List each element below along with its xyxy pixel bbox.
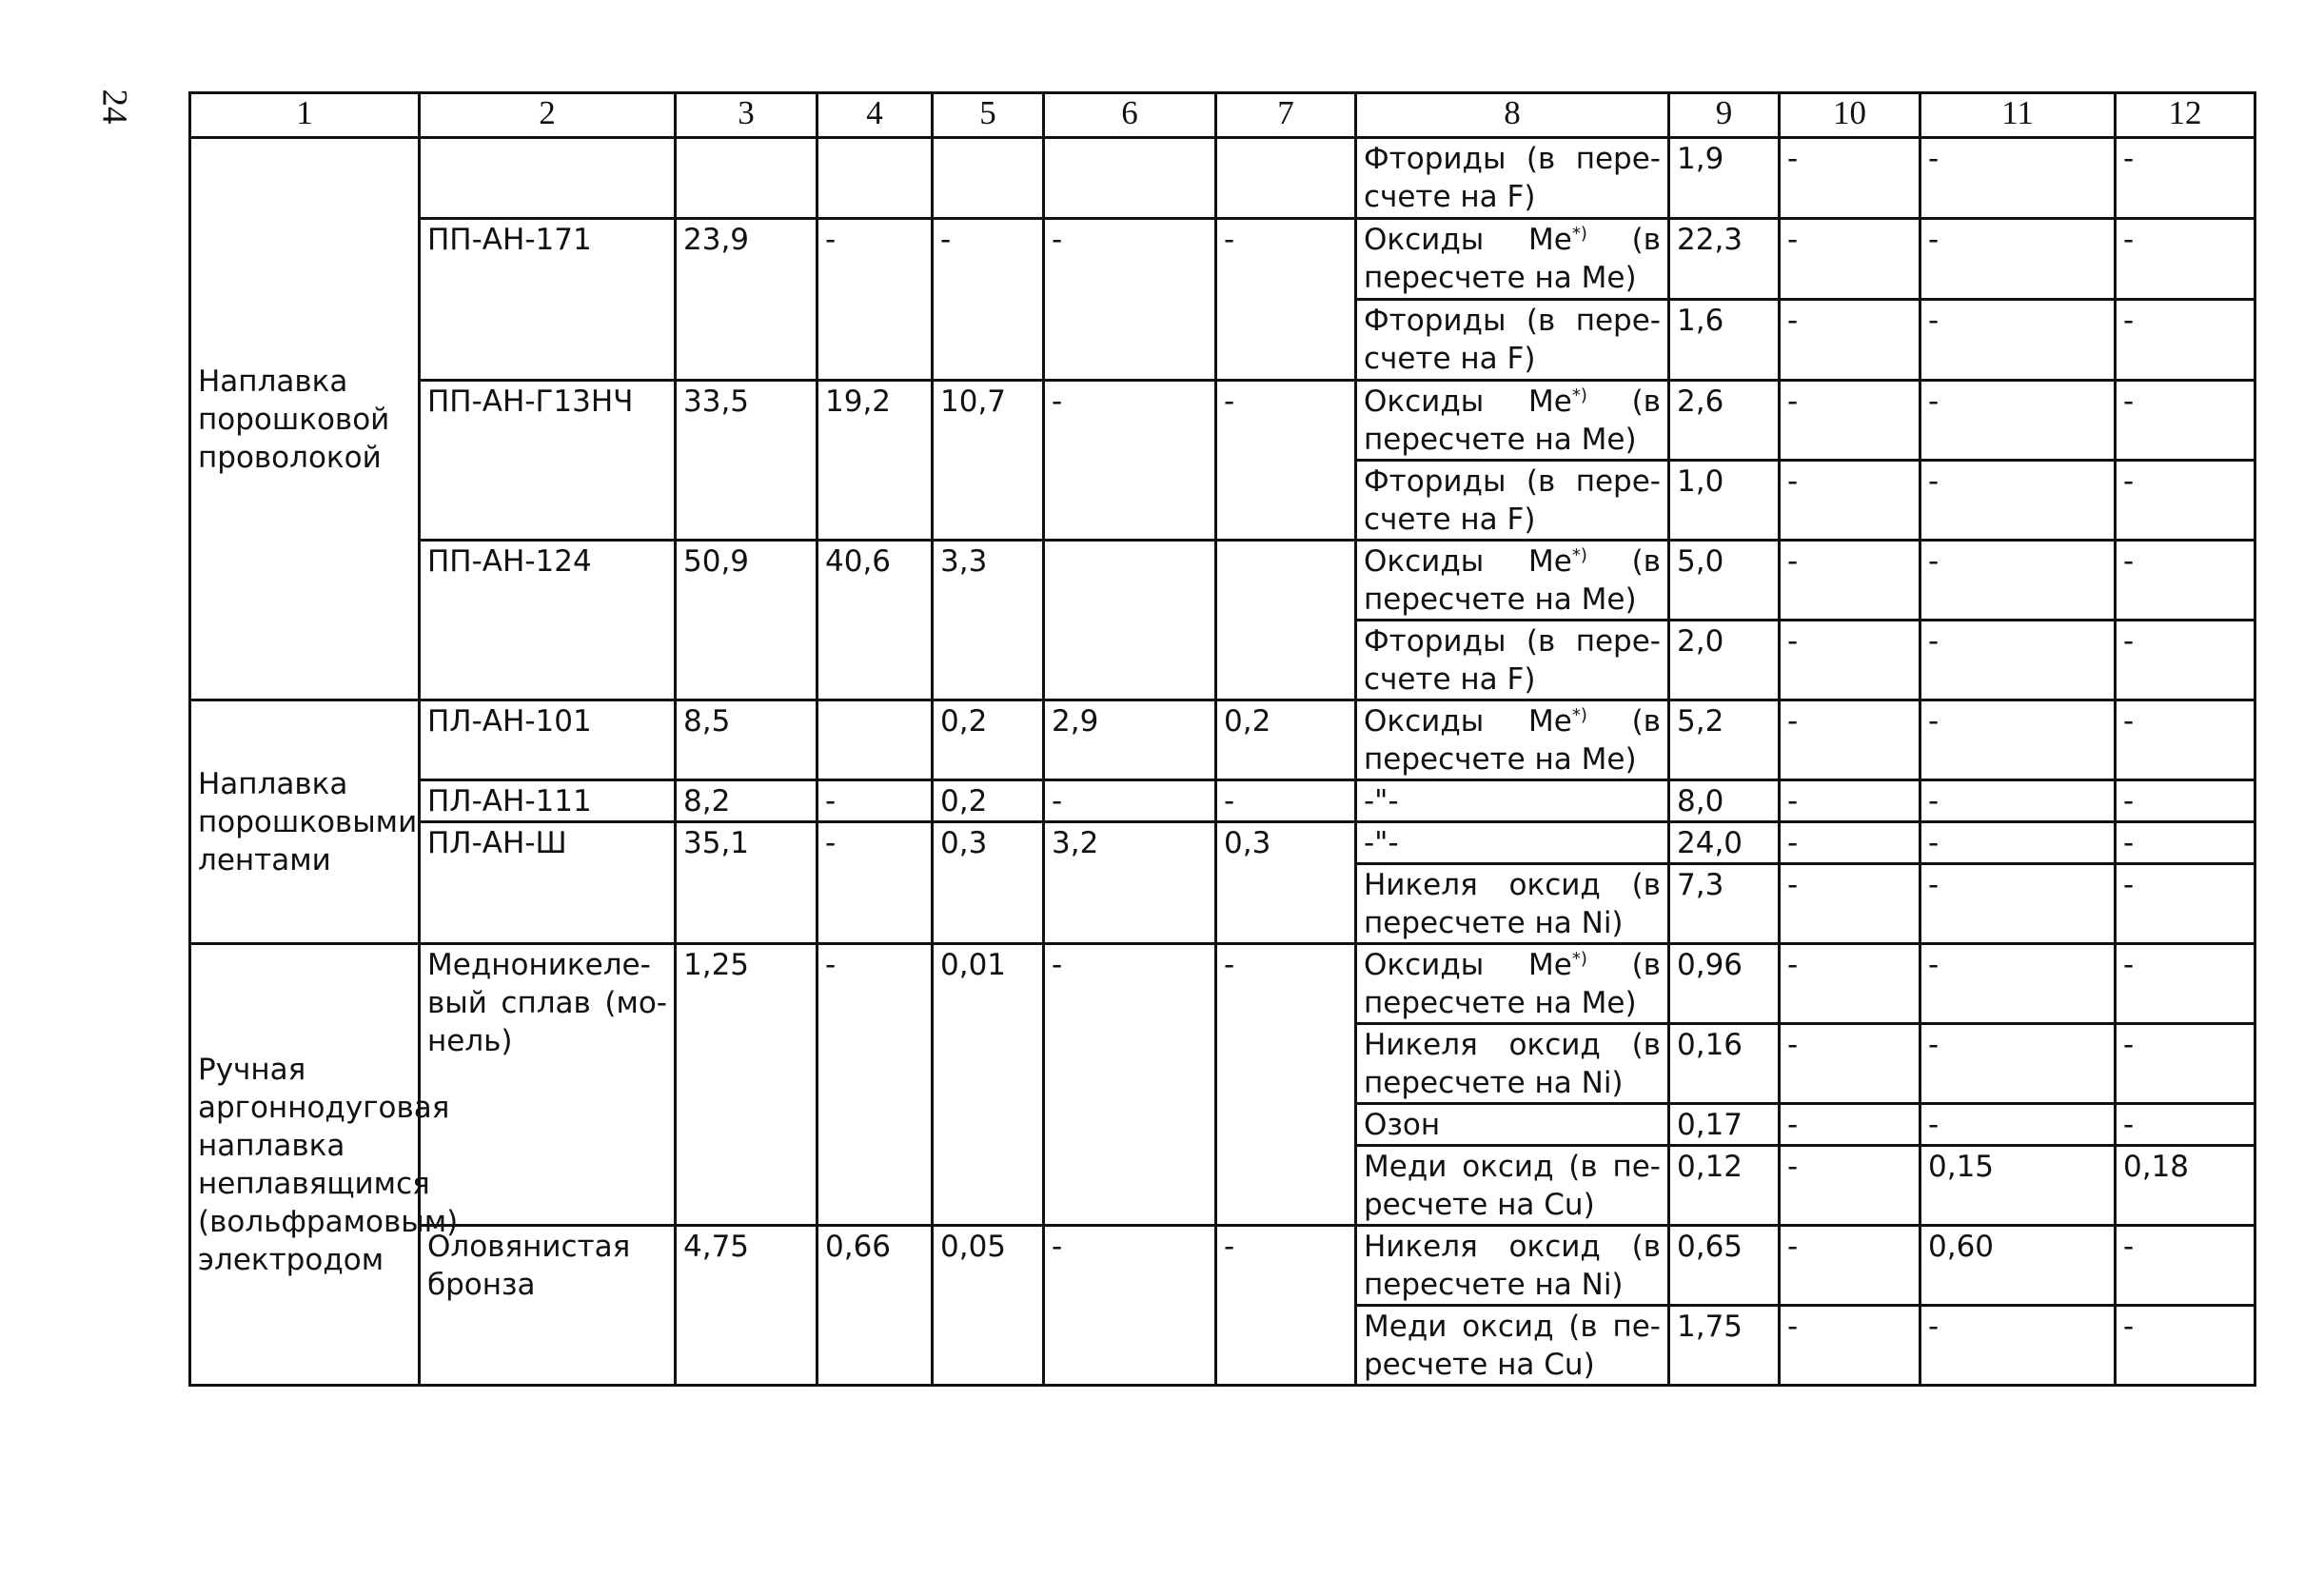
value-cell: -	[1920, 219, 2116, 300]
value-cell: 2,9	[1044, 700, 1216, 780]
value-cell: -	[1920, 138, 2116, 219]
value-cell: 3,3	[933, 541, 1044, 700]
value-cell: 4,75	[676, 1226, 817, 1386]
footnote-mark: *)	[1571, 705, 1587, 725]
value-cell: -	[1780, 541, 1920, 621]
value-cell: 0,60	[1920, 1226, 2116, 1306]
substance-cell: Фториды (в пере-счете на F)	[1356, 621, 1669, 700]
table-row	[190, 541, 2255, 621]
value-cell: -	[2116, 700, 2255, 780]
value-cell: -	[1216, 944, 1356, 1226]
value-cell: 0,2	[933, 700, 1044, 780]
value-cell: 33,5	[676, 381, 817, 541]
value-cell: -	[2116, 1226, 2255, 1306]
value-cell	[676, 138, 817, 219]
value-cell: -	[1216, 219, 1356, 381]
value-cell	[817, 700, 933, 780]
substance-text: Оксиды Ме	[1364, 544, 1572, 579]
material-cell: ПЛ-АН-111	[420, 780, 676, 822]
value-cell: 0,3	[933, 822, 1044, 944]
value-cell: 2,0	[1669, 621, 1780, 700]
footnote-mark: *)	[1571, 224, 1587, 244]
value-cell: 23,9	[676, 219, 817, 381]
value-cell	[1044, 541, 1216, 700]
value-cell: -	[2116, 1024, 2255, 1104]
value-cell: -	[1780, 864, 1920, 944]
column-header: 1	[190, 93, 420, 138]
value-cell: -	[2116, 541, 2255, 621]
value-cell: -	[1920, 944, 2116, 1024]
substance-cell: Озон	[1356, 1104, 1669, 1146]
value-cell: -	[1780, 1306, 1920, 1386]
value-cell: -	[1780, 381, 1920, 461]
material-cell	[420, 138, 676, 219]
column-header: 2	[420, 93, 676, 138]
value-cell: -	[2116, 621, 2255, 700]
process-group-cell: Ручная аргоннодуговая наплавка неплавящимся (вольфрамовым) электродом	[190, 944, 420, 1386]
value-cell: 1,75	[1669, 1306, 1780, 1386]
value-cell: -	[817, 822, 933, 944]
table-row	[190, 944, 2255, 1024]
substance-cell	[1356, 944, 1669, 1024]
value-cell: -	[1780, 1104, 1920, 1146]
value-cell: 0,15	[1920, 1146, 2116, 1226]
substance-text: (в пересчете на Ме)	[1364, 223, 1661, 295]
value-cell: -	[2116, 461, 2255, 541]
material-cell: Медноникеле-вый сплав (мо-нель)	[420, 944, 676, 1226]
substance-text: Оксиды Ме	[1364, 384, 1572, 419]
value-cell: -	[2116, 822, 2255, 864]
table-row	[190, 700, 2255, 780]
material-cell: ПЛ-АН-Ш	[420, 822, 676, 944]
material-cell: ПП-АН-Г13НЧ	[420, 381, 676, 541]
value-cell: -	[1920, 780, 2116, 822]
value-cell: -	[1216, 1226, 1356, 1386]
column-header: 12	[2116, 93, 2255, 138]
substance-cell	[1356, 381, 1669, 461]
value-cell: -	[1044, 381, 1216, 541]
column-header: 11	[1920, 93, 2116, 138]
substance-text: Оксиды Ме	[1364, 704, 1572, 739]
substance-text: (в пересчете на Ме)	[1364, 704, 1661, 777]
value-cell: -	[2116, 864, 2255, 944]
value-cell: -	[1920, 1024, 2116, 1104]
column-header: 4	[817, 93, 933, 138]
value-cell	[933, 138, 1044, 219]
value-cell: -	[1920, 461, 2116, 541]
substance-text: (в пересчете на Ме)	[1364, 948, 1661, 1020]
footnote-mark: *)	[1571, 385, 1587, 405]
value-cell: -	[1920, 1306, 2116, 1386]
value-cell: -	[1780, 944, 1920, 1024]
substance-cell: Фториды (в пере-счете на F)	[1356, 138, 1669, 219]
value-cell: 0,16	[1669, 1024, 1780, 1104]
column-header: 8	[1356, 93, 1669, 138]
column-header: 10	[1780, 93, 1920, 138]
value-cell: -	[1920, 300, 2116, 381]
value-cell: 0,66	[817, 1226, 933, 1386]
value-cell: -	[1780, 1226, 1920, 1306]
footnote-mark: *)	[1571, 949, 1587, 969]
table-row	[190, 780, 2255, 822]
emissions-table	[188, 91, 2256, 1387]
column-header: 5	[933, 93, 1044, 138]
value-cell: -	[1920, 621, 2116, 700]
substance-text: (в пересчете на Ме)	[1364, 384, 1661, 457]
value-cell: 1,25	[676, 944, 817, 1226]
value-cell: -	[1920, 381, 2116, 461]
material-cell: ПП-АН-171	[420, 219, 676, 381]
value-cell: 0,12	[1669, 1146, 1780, 1226]
value-cell: -	[1920, 541, 2116, 621]
value-cell: 1,0	[1669, 461, 1780, 541]
column-header: 6	[1044, 93, 1216, 138]
substance-cell	[1356, 541, 1669, 621]
value-cell: -	[2116, 219, 2255, 300]
substance-cell: Фториды (в пере-счете на F)	[1356, 300, 1669, 381]
value-cell: -	[1780, 1146, 1920, 1226]
value-cell: 8,0	[1669, 780, 1780, 822]
table-row	[190, 219, 2255, 300]
substance-cell: Никеля оксид (в пересчете на Ni)	[1356, 1226, 1669, 1306]
value-cell: -	[1044, 780, 1216, 822]
value-cell: 35,1	[676, 822, 817, 944]
value-cell: -	[1780, 621, 1920, 700]
substance-cell: Меди оксид (в пе-ресчете на Cu)	[1356, 1146, 1669, 1226]
value-cell: -	[1216, 381, 1356, 541]
value-cell: 0,17	[1669, 1104, 1780, 1146]
substance-cell: Никеля оксид (в пересчете на Ni)	[1356, 864, 1669, 944]
value-cell: -	[1780, 138, 1920, 219]
value-cell: -	[1920, 864, 2116, 944]
table-row	[190, 381, 2255, 461]
value-cell: 1,9	[1669, 138, 1780, 219]
value-cell: 0,96	[1669, 944, 1780, 1024]
substance-text: Оксиды Ме	[1364, 948, 1572, 982]
value-cell	[1216, 138, 1356, 219]
value-cell: -	[1216, 780, 1356, 822]
substance-text: (в пересчете на Ме)	[1364, 544, 1661, 617]
value-cell: -	[817, 944, 933, 1226]
header-row	[190, 93, 2255, 138]
value-cell: -	[2116, 138, 2255, 219]
value-cell: -	[1780, 1024, 1920, 1104]
value-cell: -	[1920, 700, 2116, 780]
value-cell: -	[1780, 700, 1920, 780]
value-cell: 2,6	[1669, 381, 1780, 461]
value-cell: 0,2	[1216, 700, 1356, 780]
value-cell: -	[2116, 1306, 2255, 1386]
substance-text: Оксиды Ме	[1364, 223, 1572, 257]
value-cell: -	[1780, 780, 1920, 822]
value-cell: 40,6	[817, 541, 933, 700]
process-group-cell: Наплавка порошковыми лентами	[190, 700, 420, 944]
value-cell: -	[2116, 381, 2255, 461]
value-cell: 0,01	[933, 944, 1044, 1226]
value-cell: -	[2116, 780, 2255, 822]
value-cell: 0,65	[1669, 1226, 1780, 1306]
table-row	[190, 1226, 2255, 1306]
material-cell: ПЛ-АН-101	[420, 700, 676, 780]
value-cell	[1216, 541, 1356, 700]
footnote-mark: *)	[1571, 545, 1587, 565]
value-cell: -	[1920, 1104, 2116, 1146]
value-cell: -	[1044, 219, 1216, 381]
value-cell: 7,3	[1669, 864, 1780, 944]
value-cell: 0,2	[933, 780, 1044, 822]
value-cell: -	[2116, 944, 2255, 1024]
value-cell: -	[1780, 822, 1920, 864]
value-cell: -	[1920, 822, 2116, 864]
value-cell: -	[817, 219, 933, 381]
value-cell: 10,7	[933, 381, 1044, 541]
value-cell: -	[2116, 300, 2255, 381]
value-cell: -	[1780, 219, 1920, 300]
substance-cell	[1356, 700, 1669, 780]
substance-cell: -"-	[1356, 780, 1669, 822]
value-cell: -	[1044, 1226, 1216, 1386]
substance-cell: Меди оксид (в пе-ресчете на Cu)	[1356, 1306, 1669, 1386]
value-cell: -	[1780, 300, 1920, 381]
value-cell: 0,3	[1216, 822, 1356, 944]
value-cell: -	[817, 780, 933, 822]
substance-cell: Фториды (в пере-счете на F)	[1356, 461, 1669, 541]
value-cell: 5,0	[1669, 541, 1780, 621]
value-cell: 8,5	[676, 700, 817, 780]
value-cell: -	[933, 219, 1044, 381]
value-cell	[817, 138, 933, 219]
value-cell: 3,2	[1044, 822, 1216, 944]
substance-cell: Никеля оксид (в пересчете на Ni)	[1356, 1024, 1669, 1104]
value-cell	[1044, 138, 1216, 219]
value-cell: 19,2	[817, 381, 933, 541]
value-cell: 0,05	[933, 1226, 1044, 1386]
value-cell: 22,3	[1669, 219, 1780, 300]
column-header: 3	[676, 93, 817, 138]
value-cell: 8,2	[676, 780, 817, 822]
value-cell: -	[1044, 944, 1216, 1226]
table-row	[190, 138, 2255, 219]
process-group-cell: Наплавка порошковой проволокой	[190, 138, 420, 700]
material-cell: Оловянистая бронза	[420, 1226, 676, 1386]
value-cell: 1,6	[1669, 300, 1780, 381]
value-cell: 50,9	[676, 541, 817, 700]
value-cell: 24,0	[1669, 822, 1780, 864]
value-cell: 0,18	[2116, 1146, 2255, 1226]
table-row	[190, 822, 2255, 864]
value-cell: 5,2	[1669, 700, 1780, 780]
column-header: 9	[1669, 93, 1780, 138]
material-cell: ПП-АН-124	[420, 541, 676, 700]
substance-cell	[1356, 219, 1669, 300]
value-cell: -	[2116, 1104, 2255, 1146]
value-cell: -	[1780, 461, 1920, 541]
column-header: 7	[1216, 93, 1356, 138]
page-number: 24	[94, 89, 134, 125]
substance-cell: -"-	[1356, 822, 1669, 864]
